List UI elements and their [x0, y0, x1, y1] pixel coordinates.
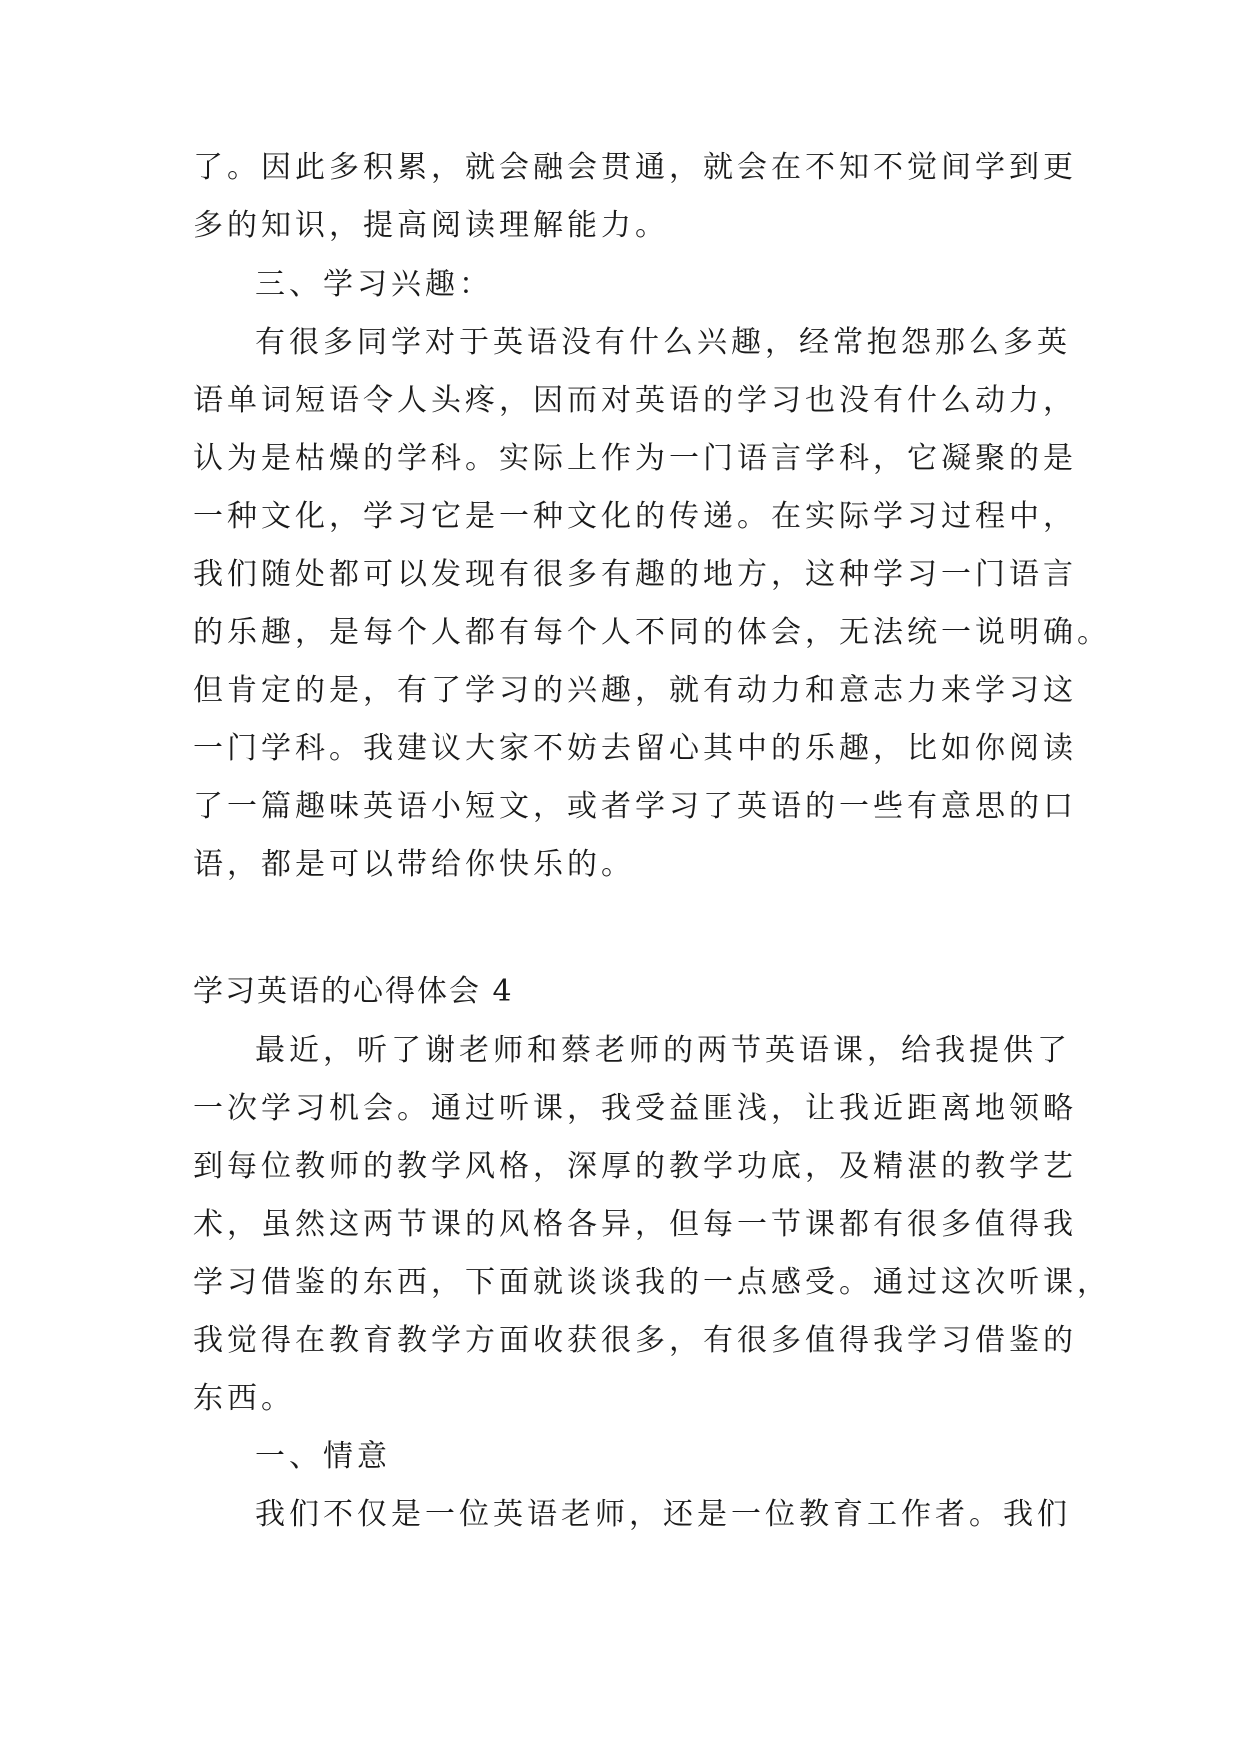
paragraph-line: 了一篇趣味英语小短文，或者学习了英语的一些有意思的口	[193, 789, 1077, 824]
paragraph-line: 多的知识，提高阅读理解能力。	[193, 208, 669, 243]
paragraph-line: 我觉得在教育教学方面收获很多，有很多值得我学习借鉴的	[193, 1323, 1077, 1358]
paragraph-line: 一门学科。我建议大家不妨去留心其中的乐趣，比如你阅读	[193, 731, 1077, 766]
paragraph-line: 学习借鉴的东西，下面就谈谈我的一点感受。通过这次听课，	[193, 1265, 1111, 1300]
paragraph-line: 东西。	[193, 1381, 295, 1416]
paragraph-line: 到每位教师的教学风格，深厚的教学功底，及精湛的教学艺	[193, 1149, 1077, 1184]
section-heading: 一、情意	[255, 1439, 391, 1474]
paragraph-line: 但肯定的是，有了学习的兴趣，就有动力和意志力来学习这	[193, 673, 1077, 708]
paragraph-line: 的乐趣，是每个人都有每个人不同的体会，无法统一说明确。	[193, 615, 1111, 650]
paragraph-line: 一种文化，学习它是一种文化的传递。在实际学习过程中，	[193, 499, 1077, 534]
paragraph-line: 有很多同学对于英语没有什么兴趣，经常抱怨那么多英	[255, 325, 1071, 360]
paragraph-line: 我们随处都可以发现有很多有趣的地方，这种学习一门语言	[193, 557, 1077, 592]
paragraph-line: 了。因此多积累，就会融会贯通，就会在不知不觉间学到更	[193, 150, 1077, 185]
paragraph-line: 语单词短语令人头疼，因而对英语的学习也没有什么动力，	[193, 383, 1077, 418]
paragraph-line: 我们不仅是一位英语老师，还是一位教育工作者。我们	[255, 1497, 1071, 1532]
section-heading: 三、学习兴趣：	[255, 267, 493, 302]
paragraph-line: 认为是枯燥的学科。实际上作为一门语言学科，它凝聚的是	[193, 441, 1077, 476]
paragraph-line: 最近，听了谢老师和蔡老师的两节英语课，给我提供了	[255, 1033, 1071, 1068]
paragraph-line: 语，都是可以带给你快乐的。	[193, 847, 635, 882]
article-title: 学习英语的心得体会 4	[193, 974, 514, 1009]
paragraph-line: 术，虽然这两节课的风格各异，但每一节课都有很多值得我	[193, 1207, 1077, 1242]
paragraph-line: 一次学习机会。通过听课，我受益匪浅，让我近距离地领略	[193, 1091, 1077, 1126]
